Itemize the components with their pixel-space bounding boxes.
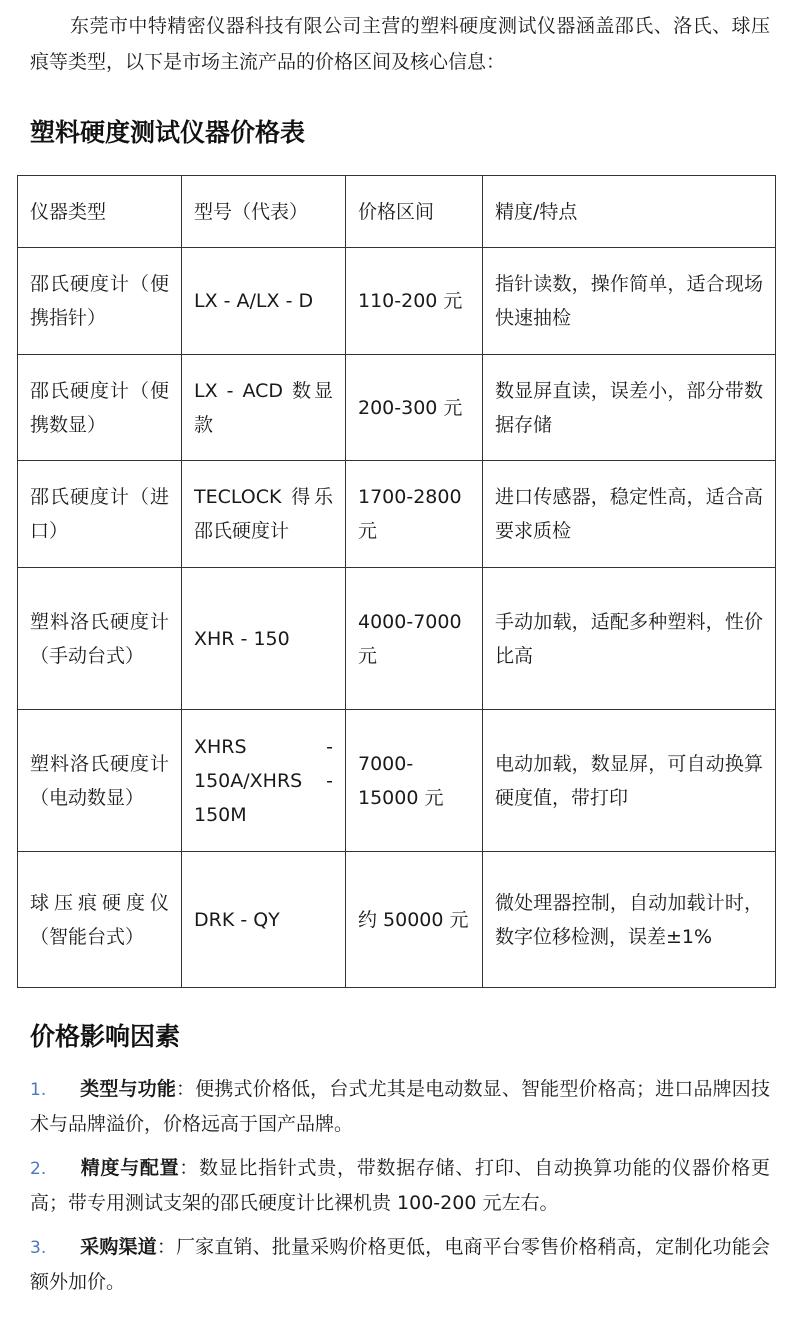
table-row <box>18 710 776 852</box>
factors-title: 价格影响因素 <box>30 1022 181 1051</box>
list-item <box>30 1230 770 1299</box>
factors-list <box>30 1072 770 1309</box>
table-row <box>18 568 776 710</box>
list-number: 2. <box>30 1159 47 1179</box>
list-item <box>30 1072 770 1141</box>
table-row <box>18 248 776 355</box>
cell-feature: 电动加载，数显屏，可自动换算硬度值，带打印 <box>483 710 776 852</box>
cell-model: LX - A/LX - D <box>182 248 346 355</box>
header-cell: 精度/特点 <box>483 176 776 248</box>
cell-model: TECLOCK 得乐邵氏硬度计 <box>182 461 346 568</box>
cell-type: 邵氏硬度计（进口） <box>18 461 182 568</box>
cell-type: 邵氏硬度计（便携数显） <box>18 355 182 461</box>
cell-feature: 进口传感器，稳定性高，适合高要求质检 <box>483 461 776 568</box>
list-item <box>30 1151 770 1220</box>
cell-type: 塑料洛氏硬度计（手动台式） <box>18 568 182 710</box>
factor-text: ：数显比指针式贵，带数据存储、打印、自动换算功能的仪器价格更高；带专用测试支架的邵氏硬度计比裸机贵 100-200 元左右。 <box>30 1157 770 1214</box>
factor-term: 采购渠道 <box>80 1236 157 1258</box>
cell-model: XHR - 150 <box>182 568 346 710</box>
cell-feature: 微处理器控制，自动加载计时，数字位移检测，误差±1% <box>483 852 776 988</box>
price-table-title: 塑料硬度测试仪器价格表 <box>30 118 306 147</box>
list-number: 3. <box>30 1238 47 1258</box>
factor-text: ：厂家直销、批量采购价格更低，电商平台零售价格稍高，定制化功能会额外加价。 <box>30 1236 770 1293</box>
list-number: 1. <box>30 1080 47 1100</box>
factor-term: 精度与配置 <box>80 1157 180 1179</box>
cell-type: 邵氏硬度计（便携指针） <box>18 248 182 355</box>
table-row <box>18 461 776 568</box>
cell-price: 7000-15000 元 <box>346 710 483 852</box>
cell-price: 1700-2800 元 <box>346 461 483 568</box>
factor-term: 类型与功能 <box>80 1078 176 1100</box>
cell-feature: 手动加载，适配多种塑料，性价比高 <box>483 568 776 710</box>
cell-feature: 数显屏直读，误差小，部分带数据存储 <box>483 355 776 461</box>
cell-model: LX - ACD 数显款 <box>182 355 346 461</box>
header-cell: 价格区间 <box>346 176 483 248</box>
cell-type: 塑料洛氏硬度计（电动数显） <box>18 710 182 852</box>
cell-price: 4000-7000 元 <box>346 568 483 710</box>
cell-price: 200-300 元 <box>346 355 483 461</box>
cell-price: 110-200 元 <box>346 248 483 355</box>
cell-price: 约 50000 元 <box>346 852 483 988</box>
table-header-row <box>18 176 776 248</box>
cell-model: DRK - QY <box>182 852 346 988</box>
table-row <box>18 355 776 461</box>
cell-type: 球压痕硬度仪（智能台式） <box>18 852 182 988</box>
header-cell: 仪器类型 <box>18 176 182 248</box>
intro-paragraph: 东莞市中特精密仪器科技有限公司主营的塑料硬度测试仪器涵盖邵氏、洛氏、球压痕等类型，以下是市场主流产品的价格区间及核心信息： <box>30 15 770 73</box>
cell-model: XHRS - 150A/XHRS - 150M <box>182 710 346 852</box>
cell-feature: 指针读数，操作简单，适合现场快速抽检 <box>483 248 776 355</box>
header-cell: 型号（代表） <box>182 176 346 248</box>
factor-text: ：便携式价格低，台式尤其是电动数显、智能型价格高；进口品牌因技术与品牌溢价，价格远高于国产品牌。 <box>30 1078 770 1135</box>
table-row <box>18 852 776 988</box>
price-table <box>17 175 776 988</box>
